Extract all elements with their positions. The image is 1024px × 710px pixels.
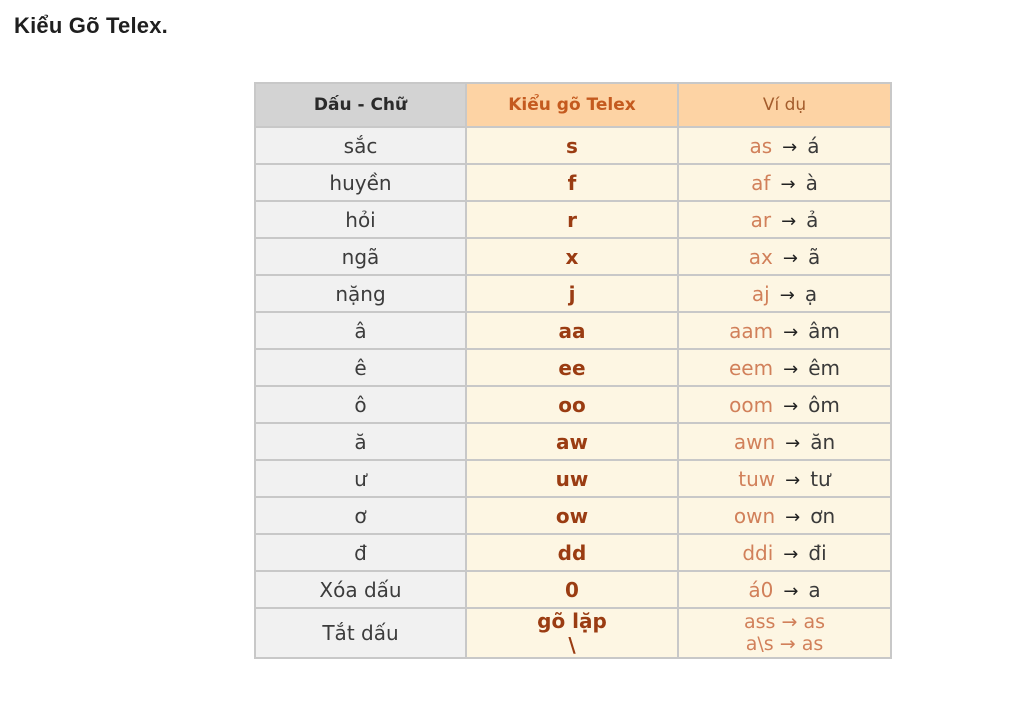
example-output: tư: [810, 466, 831, 491]
cell-key: aw: [466, 423, 678, 460]
cell-example: [678, 201, 891, 238]
arrow-icon: →: [783, 321, 799, 343]
example-output: a: [808, 577, 821, 602]
example-input: á0: [748, 577, 774, 602]
cell-mark: ngã: [255, 238, 466, 275]
table-row: [255, 201, 891, 238]
table-row: [255, 386, 891, 423]
cell-mark: ô: [255, 386, 466, 423]
arrow-icon: →: [785, 469, 801, 491]
cell-key: aa: [466, 312, 678, 349]
cell-mark: ê: [255, 349, 466, 386]
cell-key: x: [466, 238, 678, 275]
cell-mark: ă: [255, 423, 466, 460]
cell-example: [678, 312, 891, 349]
table-row: [255, 460, 891, 497]
cell-example: [678, 127, 891, 164]
example-input: awn: [733, 429, 776, 454]
telex-table: [254, 82, 892, 659]
arrow-icon: →: [781, 210, 797, 232]
example-input: ax: [748, 244, 773, 269]
arrow-icon: →: [782, 136, 798, 158]
cell-example: [678, 608, 891, 658]
cell-mark: Xóa dấu: [255, 571, 466, 608]
header-mark: Dấu - Chữ: [255, 83, 466, 127]
cell-key: j: [466, 275, 678, 312]
header-example: Ví dụ: [678, 83, 891, 127]
cell-mark: sắc: [255, 127, 466, 164]
example-output: ăn: [810, 429, 836, 454]
table-row: [255, 349, 891, 386]
arrow-icon: →: [780, 173, 796, 195]
cell-example: [678, 497, 891, 534]
example-output: ả: [806, 207, 819, 232]
example-input: eem: [729, 355, 774, 380]
example-input: aj: [751, 281, 770, 306]
cell-mark: hỏi: [255, 201, 466, 238]
cell-key: s: [466, 127, 678, 164]
arrow-icon: →: [783, 358, 799, 380]
cell-example: [678, 275, 891, 312]
cell-example: [678, 460, 891, 497]
example-input: oom: [729, 392, 774, 417]
cell-mark: ư: [255, 460, 466, 497]
cell-example: [678, 571, 891, 608]
arrow-icon: →: [782, 247, 798, 269]
key-line-2: \: [568, 633, 576, 657]
example-output: ơn: [810, 503, 836, 528]
example-input: tuw: [738, 466, 776, 491]
cell-example: [678, 534, 891, 571]
example-output: đi: [808, 540, 827, 565]
table-row: [255, 571, 891, 608]
example-line-2: a\s → as: [745, 633, 824, 655]
page-title: Kiểu Gõ Telex.: [14, 13, 168, 38]
table-row: [255, 497, 891, 534]
arrow-icon: →: [779, 284, 795, 306]
cell-mark: nặng: [255, 275, 466, 312]
example-input: own: [733, 503, 776, 528]
table-row: [255, 238, 891, 275]
arrow-icon: →: [783, 395, 799, 417]
cell-mark: Tắt dấu: [255, 608, 466, 658]
example-input: aam: [729, 318, 774, 343]
cell-key: oo: [466, 386, 678, 423]
example-line-1: ass → as: [744, 611, 825, 633]
arrow-icon: →: [783, 580, 799, 602]
arrow-icon: →: [783, 543, 799, 565]
cell-key: ow: [466, 497, 678, 534]
cell-key: f: [466, 164, 678, 201]
example-output: ạ: [804, 281, 818, 306]
table-row: [255, 275, 891, 312]
cell-example: [678, 386, 891, 423]
example-output: ôm: [808, 392, 840, 417]
header-key: Kiểu gõ Telex: [466, 83, 678, 127]
cell-example: [678, 349, 891, 386]
example-output: á: [807, 133, 820, 158]
table-row: [255, 127, 891, 164]
cell-mark: â: [255, 312, 466, 349]
table-row-disable-marks: [255, 608, 891, 658]
cell-key: r: [466, 201, 678, 238]
example-output: êm: [808, 355, 840, 380]
example-input: as: [749, 133, 773, 158]
table-row: [255, 534, 891, 571]
cell-key: dd: [466, 534, 678, 571]
key-line-1: gõ lặp: [537, 609, 607, 633]
cell-key: [466, 608, 678, 658]
cell-mark: huyền: [255, 164, 466, 201]
arrow-icon: →: [785, 432, 801, 454]
cell-key: uw: [466, 460, 678, 497]
cell-key: 0: [466, 571, 678, 608]
table-row: [255, 423, 891, 460]
cell-mark: đ: [255, 534, 466, 571]
example-output: ã: [807, 244, 821, 269]
cell-key: ee: [466, 349, 678, 386]
table-row: [255, 312, 891, 349]
example-input: af: [751, 170, 771, 195]
table-row: [255, 164, 891, 201]
example-input: ar: [750, 207, 772, 232]
example-output: âm: [808, 318, 840, 343]
cell-example: [678, 164, 891, 201]
arrow-icon: →: [785, 506, 801, 528]
cell-mark: ơ: [255, 497, 466, 534]
cell-example: [678, 423, 891, 460]
cell-example: [678, 238, 891, 275]
example-input: ddi: [742, 540, 774, 565]
example-output: à: [805, 170, 818, 195]
table-header-row: [255, 83, 891, 127]
